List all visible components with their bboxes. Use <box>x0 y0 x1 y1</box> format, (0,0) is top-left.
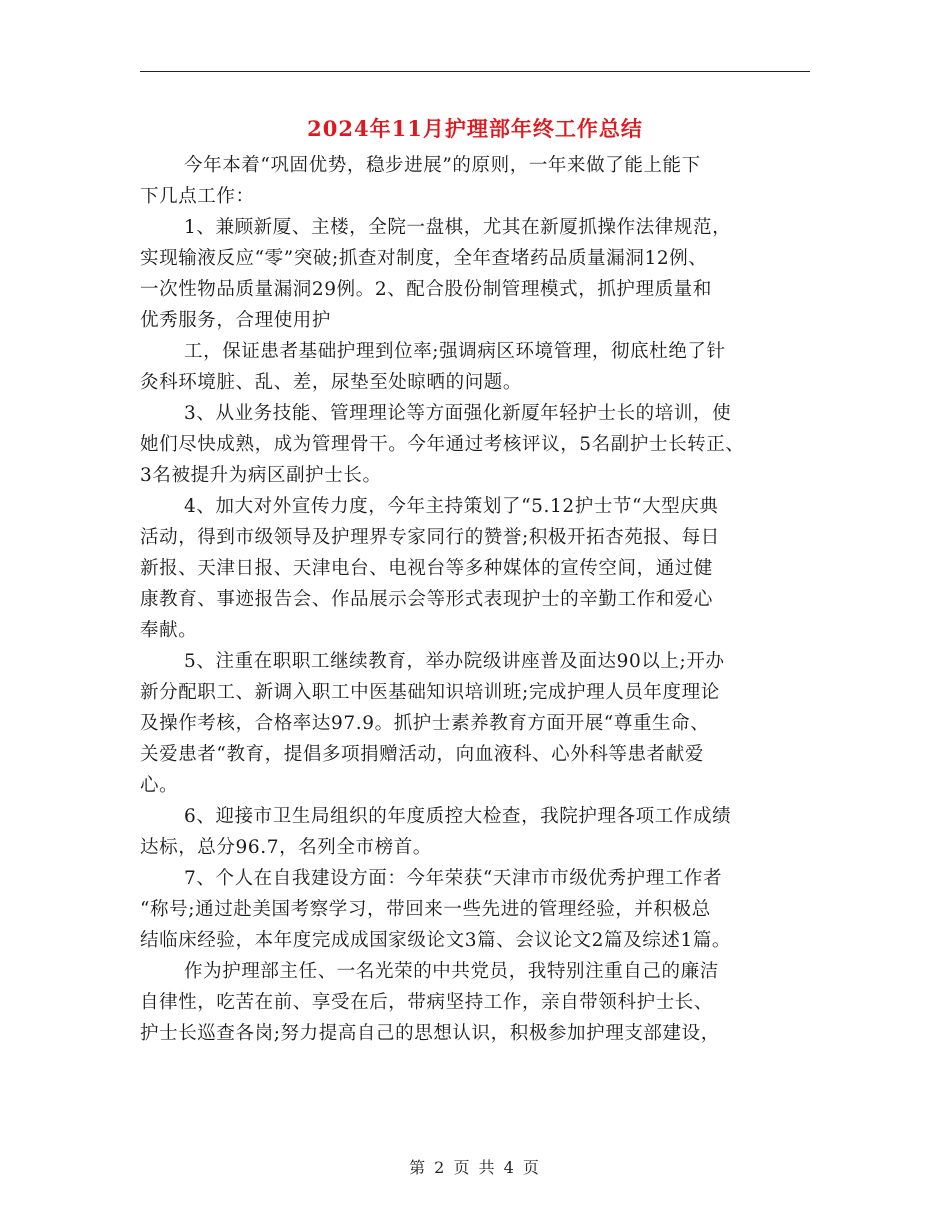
text-line: 一次性物品质量漏洞29例。2、配合股份制管理模式，抓护理质量和 <box>140 279 712 300</box>
text-line: 自律性，吃苦在前、享受在后，带病坚持工作，亲自带领科护士长、 <box>140 992 714 1013</box>
text-line: 康教育、事迹报告会、作品展示会等形式表现护士的辛勤工作和爱心 <box>140 589 714 610</box>
text-line: 3名被提升为病区副护士长。 <box>140 465 382 486</box>
text-line: 及操作考核，合格率达97.9。抓护士素养教育方面开展“尊重生命、 <box>140 713 710 734</box>
text-line: 实现输液反应“零”突破;抓查对制度，全年查堵药品质量漏洞12例、 <box>140 248 708 269</box>
text-line: 新报、天津日报、天津电台、电视台等多种媒体的宣传空间，通过健 <box>140 558 714 579</box>
text-line: 今年本着“巩固优势，稳步进展”的原则，一年来做了能上能下 <box>184 155 701 176</box>
text-line: 4、加大对外宣传力度，今年主持策划了“5.12护士节“大型庆典 <box>184 496 719 517</box>
text-line: 关爱患者“教育，提倡多项捐赠活动，向血液科、心外科等患者献爱 <box>140 744 704 765</box>
text-line: 7、个人在自我建设方面：今年荣获“天津市市级优秀护理工作者 <box>184 868 723 889</box>
text-line: 活动，得到市级领导及护理界专家同行的赞誉;积极开拓杏苑报、每日 <box>140 527 720 548</box>
text-line: 灸科环境脏、乱、差，尿垫至处晾晒的问题。 <box>140 372 523 393</box>
text-line: 结临床经验，本年度完成成国家级论文3篇、会议论文2篇及综述1篇。 <box>140 930 732 951</box>
text-line: 优秀服务，合理使用护 <box>140 310 332 331</box>
document-title: 2024年11月护理部年终工作总结 <box>307 116 643 141</box>
text-line: 工，保证患者基础护理到位率;强调病区环境管理，彻底杜绝了针 <box>184 341 726 362</box>
text-line: “称号;通过赴美国考察学习，带回来一些先进的管理经验，并积极总 <box>140 899 711 920</box>
text-line: 新分配职工、新调入职工中医基础知识培训班;完成护理人员年度理论 <box>140 682 720 703</box>
text-line: 6、迎接市卫生局组织的年度质控大检查，我院护理各项工作成绩 <box>184 806 732 827</box>
text-line: 3、从业务技能、管理理论等方面强化新厦年轻护士长的培训，使 <box>184 403 732 424</box>
text-line: 奉献。 <box>140 620 198 641</box>
text-line: 5、注重在职职工继续教育，举办院级讲座普及面达90以上;开办 <box>184 651 725 672</box>
text-line: 心。 <box>140 775 179 796</box>
text-line: 她们尽快成熟，成为管理骨干。今年通过考核评议，5名副护士长转正、 <box>140 434 745 455</box>
text-line: 下几点工作： <box>140 186 255 207</box>
text-line: 作为护理部主任、一名光荣的中共党员，我特别注重自己的廉洁 <box>184 961 719 982</box>
page-footer: 第 2 页 共 4 页 <box>409 1158 541 1177</box>
document-body <box>140 150 820 1049</box>
text-line: 1、兼顾新厦、主楼，全院一盘棋，尤其在新厦抓操作法律规范， <box>184 217 732 238</box>
text-line: 达标，总分96.7，名列全市榜首。 <box>140 837 432 858</box>
text-line: 护士长巡查各岗;努力提高自己的思想认识，积极参加护理支部建设， <box>140 1023 720 1044</box>
header-rule <box>140 71 810 72</box>
